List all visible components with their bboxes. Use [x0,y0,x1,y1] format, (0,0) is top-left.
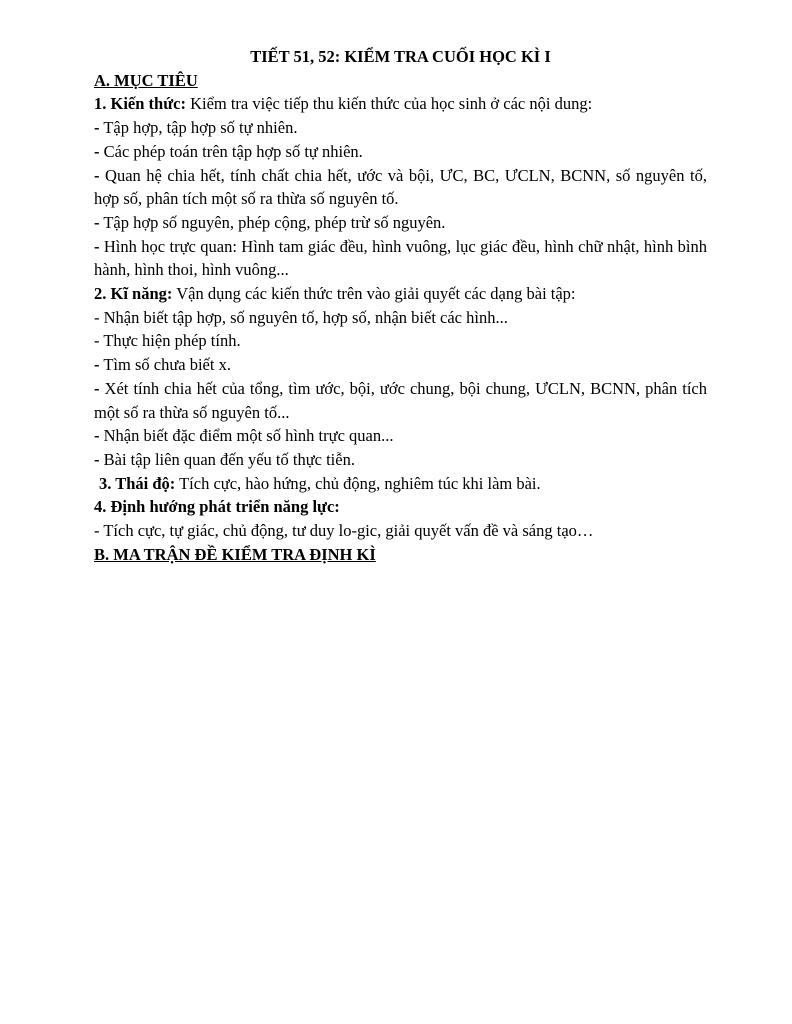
bullet-text: Tích cực, tự giác, chủ động, tư duy lo-gic, giải quyết vấn đề và sáng tạo… [99,521,594,541]
bullet-item [94,140,707,164]
bullet-item [94,353,707,377]
skills-lead: 2. Kĩ năng: [94,284,173,304]
bullet-dash: - [94,521,100,541]
bullet-text: Tìm số chưa biết x. [99,355,231,375]
knowledge-heading-line [94,92,707,116]
bullet-dash: - [94,307,100,327]
doc-title [94,45,707,69]
bullet-item [94,164,707,211]
bullet-dash: - [94,212,100,232]
bullet-text: Nhận biết tập hợp, số nguyên tố, hợp số, nhận biết các hình... [99,307,508,327]
bullet-text: Quan hệ chia hết, tính chất chia hết, ước và bội, ƯC, BC, ƯCLN, BCNN, số nguyên tố, hợp số, phân tích một số ra thừa số nguyên tố. [94,165,707,209]
bullet-text: Tập hợp số nguyên, phép cộng, phép trừ số nguyên. [99,212,446,232]
skills-heading-line [94,282,707,306]
bullet-dash: - [94,355,100,375]
bullet-dash: - [94,378,100,398]
competency-heading-line [94,495,707,519]
attitude-lead: 3. Thái độ: [99,473,176,493]
doc-title-text: TIẾT 51, 52: KIỂM TRA CUỐI HỌC KÌ I [250,47,551,66]
bullet-text: Nhận biết đặc điểm một số hình trực quan... [99,426,394,446]
section-heading-b [94,543,707,567]
bullet-dash: - [94,331,100,351]
bullet-dash: - [94,449,100,469]
competency-lead: 4. Định hướng phát triển năng lực: [94,497,340,517]
bullet-text: Hình học trực quan: Hình tam giác đều, hình vuông, lục giác đều, hình chữ nhật, hình bình hành, hình thoi, hình vuông... [94,236,707,280]
attitude-text: Tích cực, hào hứng, chủ động, nghiêm túc khi làm bài. [175,473,541,493]
bullet-dash: - [94,165,100,185]
bullet-dash: - [94,141,100,161]
bullet-item [94,424,707,448]
bullet-dash: - [94,236,100,256]
bullet-item [94,306,707,330]
skills-text: Vận dụng các kiến thức trên vào giải quyết các dạng bài tập: [172,284,576,304]
knowledge-text: Kiểm tra việc tiếp thu kiến thức của học sinh ở các nội dung: [185,94,593,114]
section-heading-a-text: A. MỤC TIÊU [94,70,198,90]
bullet-item [94,377,707,424]
knowledge-lead: 1. Kiến thức: [94,94,186,114]
bullet-item [94,448,707,472]
bullet-item [94,235,707,282]
section-heading-a [94,69,707,93]
section-heading-b-text: B. MA TRẬN ĐỀ KIỂM TRA ĐỊNH KÌ [94,544,376,564]
attitude-heading-line [94,472,707,496]
bullet-text: Bài tập liên quan đến yếu tố thực tiễn. [99,449,355,469]
bullet-item [94,329,707,353]
bullet-item [94,211,707,235]
bullet-text: Tập hợp, tập hợp số tự nhiên. [99,118,298,138]
bullet-text: Các phép toán trên tập hợp số tự nhiên. [99,141,363,161]
bullet-dash: - [94,426,100,446]
bullet-item [94,116,707,140]
bullet-text: Thực hiện phép tính. [99,331,241,351]
bullet-dash: - [94,118,100,138]
bullet-text: Xét tính chia hết của tổng, tìm ước, bội, ước chung, bội chung, ƯCLN, BCNN, phân tích một số ra thừa số nguyên tố... [94,378,707,422]
bullet-item [94,519,707,543]
